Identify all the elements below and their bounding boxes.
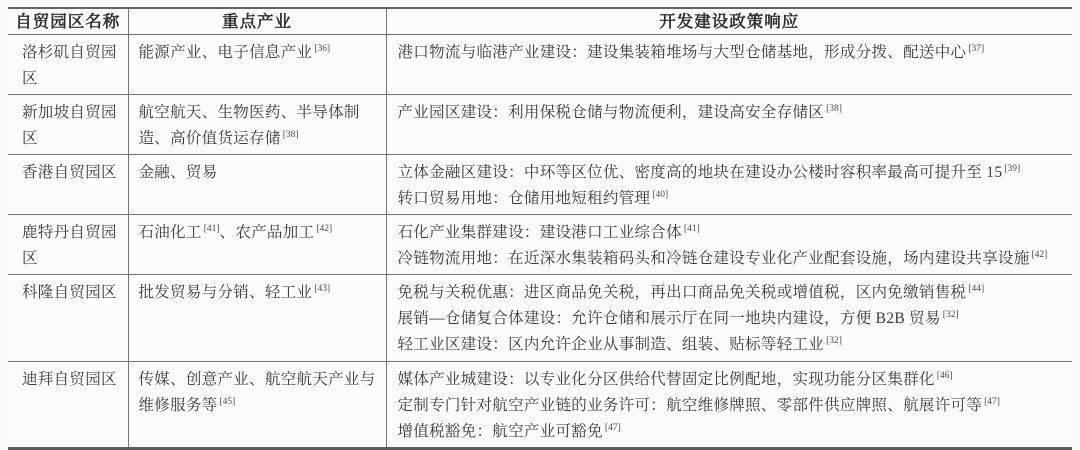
citation-ref: [41] (203, 223, 220, 234)
citation-ref: [45] (219, 396, 236, 407)
citation-ref: [47] (604, 422, 621, 433)
policies-cell (386, 215, 1072, 275)
industries-cell: 传媒、创意产业、航空航天产业与维修服务等 [45] (128, 362, 386, 449)
table-row (8, 362, 1072, 449)
policy-line: 转口贸易用地：仓储用地短租约管理 [40] (397, 189, 669, 207)
policies-cell (386, 275, 1072, 362)
citation-ref: [42] (1031, 249, 1048, 260)
policy-line: 增值税豁免：航空产业可豁免 [47] (397, 422, 621, 440)
header-row (8, 8, 1072, 35)
policy-line: 定制专门针对航空产业链的业务许可：航空维修牌照、零部件供应牌照、航展许可等 [47] (397, 396, 1000, 414)
zone-name-cell: 科隆自贸园区 (22, 284, 117, 301)
ftz-comparison-table (8, 7, 1072, 450)
citation-ref: [32] (942, 309, 959, 320)
col-header-policy-response: 开发建设政策响应 (386, 8, 1072, 35)
table-row (8, 35, 1072, 95)
citation-ref: [41] (683, 223, 700, 234)
policy-line: 石化产业集群建设：建设港口工业综合体 [41] (397, 223, 700, 241)
table-row (8, 155, 1072, 215)
policy-line: 媒体产业城建设：以专业化分区供给代替固定比例配地，实现功能分区集群化 [46] (397, 370, 953, 388)
citation-ref: [44] (968, 283, 985, 294)
citation-ref: [47] (984, 396, 1000, 407)
zone-name-cell: 鹿特丹自贸园区 (22, 224, 117, 267)
citation-ref: [39] (1004, 163, 1021, 174)
table-row (8, 215, 1072, 275)
zone-name-cell: 香港自贸园区 (22, 164, 117, 181)
policy-line: 冷链物流用地：在近深水集装箱码头和冷链仓建设专业化产业配套设施，场内建设共享设施 [42] (397, 249, 1048, 267)
citation-ref: [38] (282, 129, 299, 140)
col-header-key-industries: 重点产业 (128, 8, 386, 35)
zone-name-cell: 新加坡自贸园区 (22, 104, 117, 147)
policies-cell (386, 155, 1072, 215)
citation-ref: [42] (316, 223, 333, 234)
industries-cell: 能源产业、电子信息产业 [36] (128, 35, 386, 95)
citation-ref: [32] (826, 335, 842, 346)
zone-name-cell: 迪拜自贸园区 (22, 371, 117, 388)
policies-cell (386, 362, 1072, 449)
col-header-zone-name: 自贸园区名称 (8, 8, 128, 35)
industries-cell: 批发贸易与分销、轻工业 [43] (128, 275, 386, 362)
industries-cell: 航空航天、生物医药、半导体制造、高价值货运存储 [38] (128, 95, 386, 155)
policy-line: 产业园区建设：利用保税仓储与物流便利，建设高安全存储区 [38] (397, 103, 842, 121)
citation-ref: [37] (968, 43, 985, 54)
policy-line: 轻工业区建设：区内允许企业从事制造、组装、贴标等轻工业 [32] (397, 335, 842, 353)
zone-name-cell: 洛杉矶自贸园区 (22, 44, 117, 87)
policies-cell (386, 35, 1072, 95)
policies-cell (386, 95, 1072, 155)
policy-line: 港口物流与临港产业建设：建设集装箱堆场与大型仓储基地，形成分拨、配送中心 [37] (397, 43, 985, 61)
policy-line: 立体金融区建设：中环等区位优、密度高的地块在建设办公楼时容积率最高可提升至 15 [39] (397, 163, 1021, 181)
table-row (8, 95, 1072, 155)
table-row (8, 275, 1072, 362)
industries-cell: 石油化工 [41]、农产品加工 [42] (128, 215, 386, 275)
citation-ref: [36] (314, 43, 331, 54)
table-body (8, 35, 1072, 449)
citation-ref: [46] (936, 370, 953, 381)
policy-line: 免税与关税优惠：进区商品免关税，再出口商品免关税或增值税，区内免缴销售税 [44] (397, 283, 985, 301)
citation-ref: [40] (652, 189, 669, 200)
citation-ref: [43] (314, 283, 331, 294)
citation-ref: [38] (826, 103, 842, 114)
industries-cell: 金融、贸易 (128, 155, 386, 215)
policy-line: 展销—仓储复合体建设：允许仓储和展示厅在同一地块内建设，方便 B2B 贸易 [32] (397, 309, 959, 327)
